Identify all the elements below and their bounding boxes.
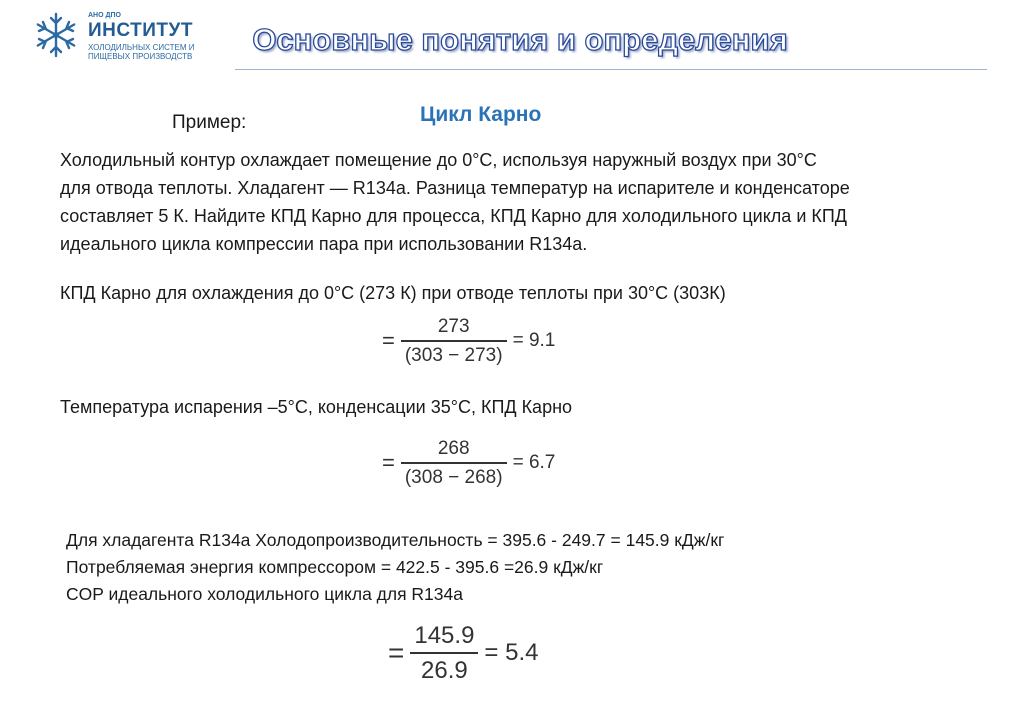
- fraction-denominator: (308 − 268): [404, 466, 503, 488]
- fraction: [401, 438, 507, 489]
- formula-result: = 5.4: [484, 639, 539, 667]
- equals-sign: =: [388, 637, 405, 669]
- carnot-cooling-line: КПД Карно для охлаждения до 0°C (273 К) при отводе теплоты при 30°C (303К): [60, 283, 726, 303]
- fraction: [401, 316, 507, 367]
- formula-cop: [388, 622, 538, 685]
- logo-small-text: АНО ДПО: [88, 12, 121, 19]
- problem-line-1: Холодильный контур охлаждает помещение до 0°C, используя наружный воздух при 30°C: [60, 150, 817, 170]
- problem-line-3: составляет 5 К. Найдите КПД Карно для процесса, КПД Карно для холодильного цикла и КПД: [60, 206, 847, 226]
- problem-line-4: идеального цикла компрессии пара при использовании R134a.: [60, 234, 588, 254]
- formula-result: = 6.7: [512, 452, 556, 474]
- cooling-capacity-line: Для хладагента R134a Холодопроизводительность = 395.6 - 249.7 = 145.9 кДж/кг: [66, 530, 725, 550]
- evaporation-condensation-line: Температура испарения –5°C, конденсации 35°C, КПД Карно: [60, 397, 573, 417]
- logo-subtitle-line-1: ХОЛОДИЛЬНЫХ СИСТЕМ И: [88, 43, 195, 52]
- snowflake-icon: [30, 10, 82, 60]
- problem-line-2: для отвода теплоты. Хладагент — R134a. Разница температур на испарителе и конденсаторе: [60, 178, 850, 198]
- fraction: [410, 622, 478, 685]
- cop-line: COP идеального холодильного цикла для R134a: [66, 584, 463, 604]
- slide-title: Основные понятия и определения: [252, 22, 788, 57]
- compressor-energy-line: Потребляемая энергия компрессором = 422.5 - 395.6 =26.9 кДж/кг: [66, 557, 604, 577]
- formula-carnot-refrigeration: [382, 438, 555, 489]
- logo-subtitle-line-2: ПИЩЕВЫХ ПРОИЗВОДСТВ: [88, 52, 193, 61]
- logo-main-text: ИНСТИТУТ: [88, 20, 193, 41]
- equals-sign: =: [382, 328, 395, 354]
- fraction-denominator: (303 − 273): [404, 344, 503, 366]
- formula-result: = 9.1: [512, 330, 556, 352]
- header-divider: [235, 69, 987, 70]
- fraction-numerator: 145.9: [414, 622, 475, 649]
- equals-sign: =: [382, 450, 395, 476]
- section-subtitle: Цикл Карно: [420, 103, 542, 126]
- fraction-numerator: 273: [437, 316, 470, 337]
- institute-logo: [30, 10, 220, 60]
- fraction-numerator: 268: [437, 438, 470, 459]
- fraction-denominator: 26.9: [421, 656, 468, 684]
- formula-carnot-cooling: [382, 316, 555, 367]
- example-label: Пример:: [172, 112, 247, 133]
